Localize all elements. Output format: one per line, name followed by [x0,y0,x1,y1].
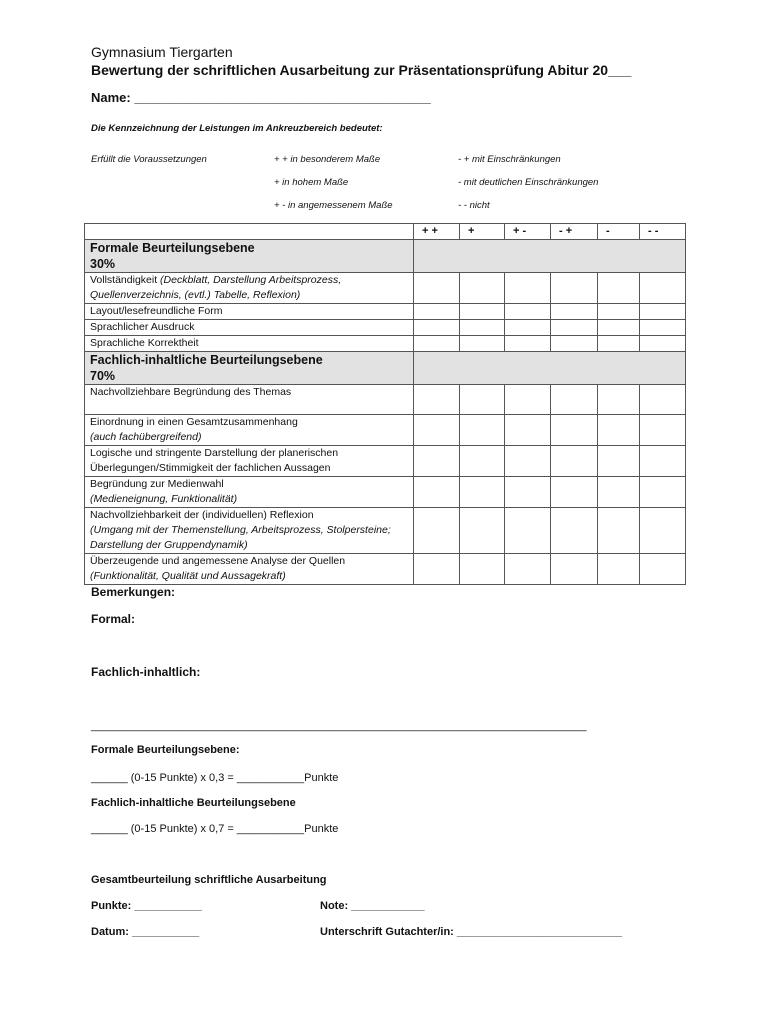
criterion-detail: (Umgang mit der Themenstellung, Arbeitsprozess, Stolpersteine; Darstellung der Gruppendynamik) [90,524,391,551]
criterion-label [85,385,414,415]
section-weight: 30% [90,257,116,271]
divider-line: _________________________________________________________________________________ [91,720,587,732]
criterion-label [85,304,414,320]
rating-cell[interactable] [598,273,640,304]
rating-cell[interactable] [505,477,551,508]
criterion-row [85,477,686,508]
datum-field[interactable]: Datum: ___________ [91,926,200,938]
rating-cell[interactable] [414,446,460,477]
criterion-text: Vollständigkeit [90,274,161,286]
name-field[interactable]: Name: _________________________________________ [91,90,431,105]
section-name: Fachlich-inhaltliche Beurteilungsebene [90,353,323,367]
rating-cell[interactable] [598,304,640,320]
rating-cell[interactable] [505,336,551,352]
legend-item: + + in besonderem Maße [274,154,381,165]
criterion-label [85,446,414,477]
rating-cell[interactable] [551,446,598,477]
rating-cell[interactable] [505,554,551,585]
criterion-label [85,554,414,585]
criterion-row [85,336,686,352]
criterion-label [85,508,414,554]
section-title [85,352,414,385]
criterion-row [85,273,686,304]
legend-item: - mit deutlichen Einschränkungen [458,177,599,188]
remarks-formal-label: Formal: [91,612,136,626]
rating-cell[interactable] [640,554,686,585]
rating-cell[interactable] [414,415,460,446]
criterion-text: Begründung zur Medienwahl [90,478,224,490]
criterion-text: Überzeugende und angemessene Analyse der Quellen [90,555,346,567]
rating-cell[interactable] [640,477,686,508]
evaluation-table [84,223,686,585]
legend-item: - + mit Einschränkungen [458,154,561,165]
note-field[interactable]: Note: ____________ [320,900,425,912]
legend-heading: Die Kennzeichnung der Leistungen im Ankreuzbereich bedeutet: [91,123,383,134]
rating-cell[interactable] [460,415,505,446]
legend-item: - - nicht [458,200,490,211]
rating-cell[interactable] [505,304,551,320]
criterion-label [85,477,414,508]
rating-cell[interactable] [640,273,686,304]
formal-score-label: Formale Beurteilungsebene: [91,744,240,756]
criterion-text: Logische und stringente Darstellung der planerischen Überlegungen/Stimmigkeit der fachlichen Aussagen [90,447,339,474]
rating-cell[interactable] [640,508,686,554]
rating-cell[interactable] [505,446,551,477]
legend-col1: Erfüllt die Voraussetzungen [91,154,207,165]
rating-cell[interactable] [598,554,640,585]
rating-cell[interactable] [414,477,460,508]
fachlich-score-calc[interactable]: ______ (0-15 Punkte) x 0,7 = ___________Punkte [91,823,339,835]
rating-column-header: + + [414,224,460,240]
criterion-text: Einordnung in einen Gesamtzusammenhang [90,416,298,428]
rating-cell[interactable] [460,385,505,415]
rating-cell[interactable] [460,446,505,477]
rating-cell[interactable] [551,320,598,336]
criterion-label [85,415,414,446]
rating-cell[interactable] [640,415,686,446]
fachlich-score-label: Fachlich-inhaltliche Beurteilungsebene [91,797,296,809]
rating-cell[interactable] [551,415,598,446]
section-shaded-cell [414,352,686,385]
rating-cell[interactable] [551,273,598,304]
formal-score-calc[interactable]: ______ (0-15 Punkte) x 0,3 = ___________Punkte [91,772,339,784]
criterion-text: Nachvollziehbare Begründung des Themas [90,386,292,398]
rating-cell[interactable] [640,336,686,352]
rating-cell[interactable] [414,304,460,320]
criterion-label [85,273,414,304]
rating-cell[interactable] [640,320,686,336]
section-weight: 70% [90,369,116,383]
rating-cell[interactable] [640,385,686,415]
rating-cell[interactable] [598,477,640,508]
rating-cell[interactable] [551,508,598,554]
legend-item: + - in angemessenem Maße [274,200,393,211]
rating-column-header: + - [505,224,551,240]
rating-cell[interactable] [414,385,460,415]
rating-cell[interactable] [414,508,460,554]
rating-cell[interactable] [460,477,505,508]
criterion-row [85,446,686,477]
rating-cell[interactable] [551,477,598,508]
rating-cell[interactable] [598,320,640,336]
criterion-row [85,320,686,336]
criterion-detail: (Funktionalität, Qualität und Aussagekraft) [90,570,286,582]
rating-cell[interactable] [598,415,640,446]
header-blank-cell [85,224,414,240]
rating-cell[interactable] [640,446,686,477]
criterion-label [85,320,414,336]
criterion-detail: (Deckblatt, Darstellung Arbeitsprozess, Quellenverzeichnis, (evtl.) Tabelle, Reflexion) [90,274,342,301]
rating-cell[interactable] [460,554,505,585]
criterion-text: Sprachlicher Ausdruck [90,321,195,333]
rating-cell[interactable] [505,385,551,415]
rating-cell[interactable] [460,320,505,336]
rating-cell[interactable] [460,336,505,352]
criterion-label [85,336,414,352]
criterion-row [85,415,686,446]
rating-cell[interactable] [551,554,598,585]
document-title: Bewertung der schriftlichen Ausarbeitung zur Präsentationsprüfung Abitur 20___ [91,62,632,78]
rating-cell[interactable] [460,304,505,320]
section-title [85,240,414,273]
rating-cell[interactable] [505,273,551,304]
remarks-heading: Bemerkungen: [91,585,176,599]
table-header-row [85,224,686,240]
criterion-text: Layout/lesefreundliche Form [90,305,223,317]
rating-column-header: - + [551,224,598,240]
total-label: Gesamtbeurteilung schriftliche Ausarbeitung [91,874,327,886]
section-header-row [85,352,686,385]
rating-cell[interactable] [414,273,460,304]
criterion-detail: (auch fachübergreifend) [90,431,202,443]
criterion-text: Nachvollziehbarkeit der (individuellen) Reflexion [90,509,314,521]
section-name: Formale Beurteilungsebene [90,241,255,255]
rating-cell[interactable] [505,508,551,554]
rating-cell[interactable] [551,304,598,320]
rating-cell[interactable] [414,554,460,585]
rating-cell[interactable] [460,273,505,304]
section-shaded-cell [414,240,686,273]
school-name: Gymnasium Tiergarten [91,44,233,60]
rating-cell[interactable] [414,320,460,336]
rating-cell[interactable] [598,336,640,352]
rating-cell[interactable] [460,508,505,554]
signature-field[interactable]: Unterschrift Gutachter/in: ___________________________ [320,926,623,938]
section-header-row [85,240,686,273]
rating-column-header: + [460,224,505,240]
criterion-row [85,304,686,320]
legend-item: + in hohem Maße [274,177,349,188]
remarks-fachlich-label: Fachlich-inhaltlich: [91,665,201,679]
criterion-text: Sprachliche Korrektheit [90,337,199,349]
rating-column-header: - - [640,224,686,240]
criterion-row [85,508,686,554]
rating-cell[interactable] [505,320,551,336]
criterion-detail: (Medieneignung, Funktionalität) [90,493,238,505]
rating-cell[interactable] [551,385,598,415]
rating-cell[interactable] [598,446,640,477]
rating-cell[interactable] [505,415,551,446]
rating-cell[interactable] [414,336,460,352]
rating-cell[interactable] [551,336,598,352]
rating-column-header: - [598,224,640,240]
rating-cell[interactable] [640,304,686,320]
rating-cell[interactable] [598,385,640,415]
criterion-row [85,554,686,585]
rating-cell[interactable] [598,508,640,554]
punkte-field[interactable]: Punkte: ___________ [91,900,202,912]
criterion-row [85,385,686,415]
